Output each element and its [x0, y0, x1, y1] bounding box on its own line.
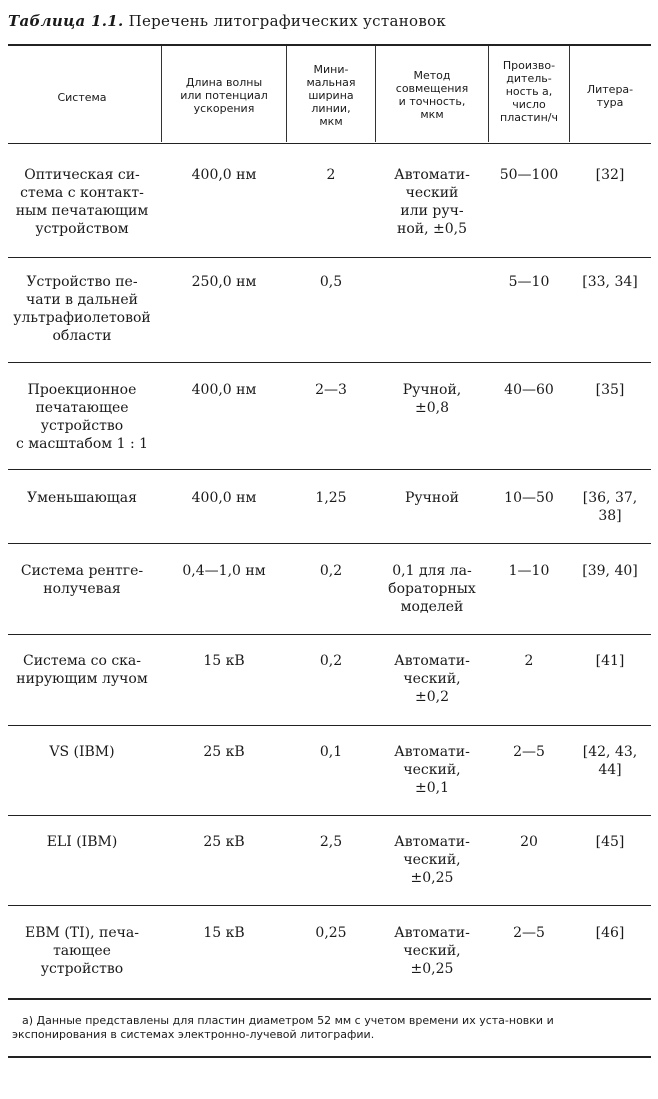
row-separator — [8, 257, 651, 258]
header-top-rule — [8, 44, 651, 46]
table-cell-wavelength: 15 кВ — [203, 925, 245, 941]
table-cell-linewidth: 0,25 — [315, 925, 347, 941]
table-cell-system: ELI (IBM) — [46, 834, 118, 850]
table-cell-references: [36, 37, 38] — [582, 490, 638, 524]
table-cell-alignment: Ручной — [404, 490, 459, 506]
table-cell-alignment: 0,1 для ла- бораторных моделей — [388, 563, 476, 615]
table-cell-throughput: 2—5 — [513, 744, 545, 760]
table-cell-alignment: Автомати- ческий, ±0,1 — [394, 744, 470, 796]
table-cell-wavelength: 400,0 нм — [191, 490, 257, 506]
row-separator — [8, 815, 651, 816]
table-cell-references: [33, 34] — [582, 274, 638, 290]
table-cell-system: VS (IBM) — [49, 744, 115, 760]
table-cell-linewidth: 1,25 — [315, 490, 347, 506]
table-cell-wavelength: 400,0 нм — [191, 382, 257, 398]
row-separator — [8, 362, 651, 363]
column-header-alignment: Метод совмещения и точность, мкм — [395, 69, 469, 121]
column-header-references: Литера- тура — [586, 83, 634, 109]
table-bottom-rule — [8, 998, 651, 1000]
table-cell-throughput: 10—50 — [504, 490, 554, 506]
table-cell-throughput: 5—10 — [508, 274, 550, 290]
table-cell-alignment: Автомати- ческий, ±0,25 — [394, 834, 470, 886]
header-bottom-rule — [8, 143, 651, 144]
table-cell-throughput: 2—5 — [513, 925, 545, 941]
table-cell-references: [45] — [595, 834, 625, 850]
table-cell-wavelength: 0,4—1,0 нм — [182, 563, 266, 579]
table-cell-system: Система со ска- нирующим лучом — [16, 653, 148, 687]
table-cell-references: [32] — [595, 167, 625, 183]
table-cell-alignment: Автомати- ческий, ±0,25 — [394, 925, 470, 977]
table-cell-references: [41] — [595, 653, 625, 669]
column-header-throughput: Произво- дитель- ность a, число пластин/ч — [500, 59, 558, 124]
footnote-bottom-rule — [8, 1056, 651, 1058]
table-cell-system: Уменьшающая — [27, 490, 137, 506]
table-cell-throughput: 20 — [520, 834, 538, 850]
row-separator — [8, 469, 651, 470]
column-header-system: Система — [57, 91, 107, 104]
table-cell-linewidth: 2—3 — [315, 382, 347, 398]
table-cell-wavelength: 250,0 нм — [191, 274, 257, 290]
table-caption-text: Перечень литографических установок — [128, 12, 447, 30]
row-separator — [8, 905, 651, 906]
row-separator — [8, 543, 651, 544]
column-header-wavelength: Длина волны или потенциал ускорения — [180, 76, 268, 115]
table-cell-wavelength: 25 кВ — [203, 744, 245, 760]
table-cell-system: Устройство пе- чати в дальней ультрафиолетовой области — [13, 274, 151, 344]
table-cell-references: [35] — [595, 382, 625, 398]
table-caption — [8, 12, 446, 30]
row-separator — [8, 725, 651, 726]
table-cell-linewidth: 0,5 — [319, 274, 343, 290]
column-header-min-linewidth: Мини- мальная ширина линии, мкм — [306, 63, 356, 128]
table-cell-wavelength: 25 кВ — [203, 834, 245, 850]
row-separator — [8, 634, 651, 635]
table-cell-linewidth: 0,2 — [319, 563, 343, 579]
table-cell-system: EBM (TI), печа- тающее устройство — [25, 925, 139, 977]
table-caption-label: Таблица 1.1. — [8, 12, 124, 30]
table-cell-linewidth: 0,2 — [319, 653, 343, 669]
table-cell-references: [46] — [595, 925, 625, 941]
table-cell-wavelength: 400,0 нм — [191, 167, 257, 183]
table-cell-references: [39, 40] — [582, 563, 638, 579]
table-cell-linewidth: 2,5 — [319, 834, 343, 850]
table-cell-alignment: Автомати- ческий или руч- ной, ±0,5 — [394, 167, 470, 237]
table-cell-throughput: 50—100 — [499, 167, 559, 183]
table-cell-throughput: 1—10 — [508, 563, 550, 579]
table-cell-system: Система рентге- нолучевая — [20, 563, 144, 597]
table-cell-system: Оптическая си- стема с контакт- ным печатающим устройством — [15, 167, 149, 237]
table-cell-linewidth: 0,1 — [319, 744, 343, 760]
table-cell-linewidth: 2 — [326, 167, 336, 183]
table-cell-alignment: Ручной, ±0,8 — [402, 382, 462, 416]
table-cell-throughput: 2 — [524, 653, 534, 669]
table-cell-throughput: 40—60 — [504, 382, 554, 398]
table-cell-system: Проекционное печатающее устройство с масштабом 1 : 1 — [15, 382, 149, 452]
table-footnote: а) Данные представлены для пластин диаметром 52 мм с учетом времени их уста-новки и экспонирования в системах электронно-лучевой литографии. — [12, 1014, 554, 1041]
table-cell-wavelength: 15 кВ — [203, 653, 245, 669]
table-cell-references: [42, 43, 44] — [582, 744, 638, 778]
table-cell-alignment: Автомати- ческий, ±0,2 — [394, 653, 470, 705]
